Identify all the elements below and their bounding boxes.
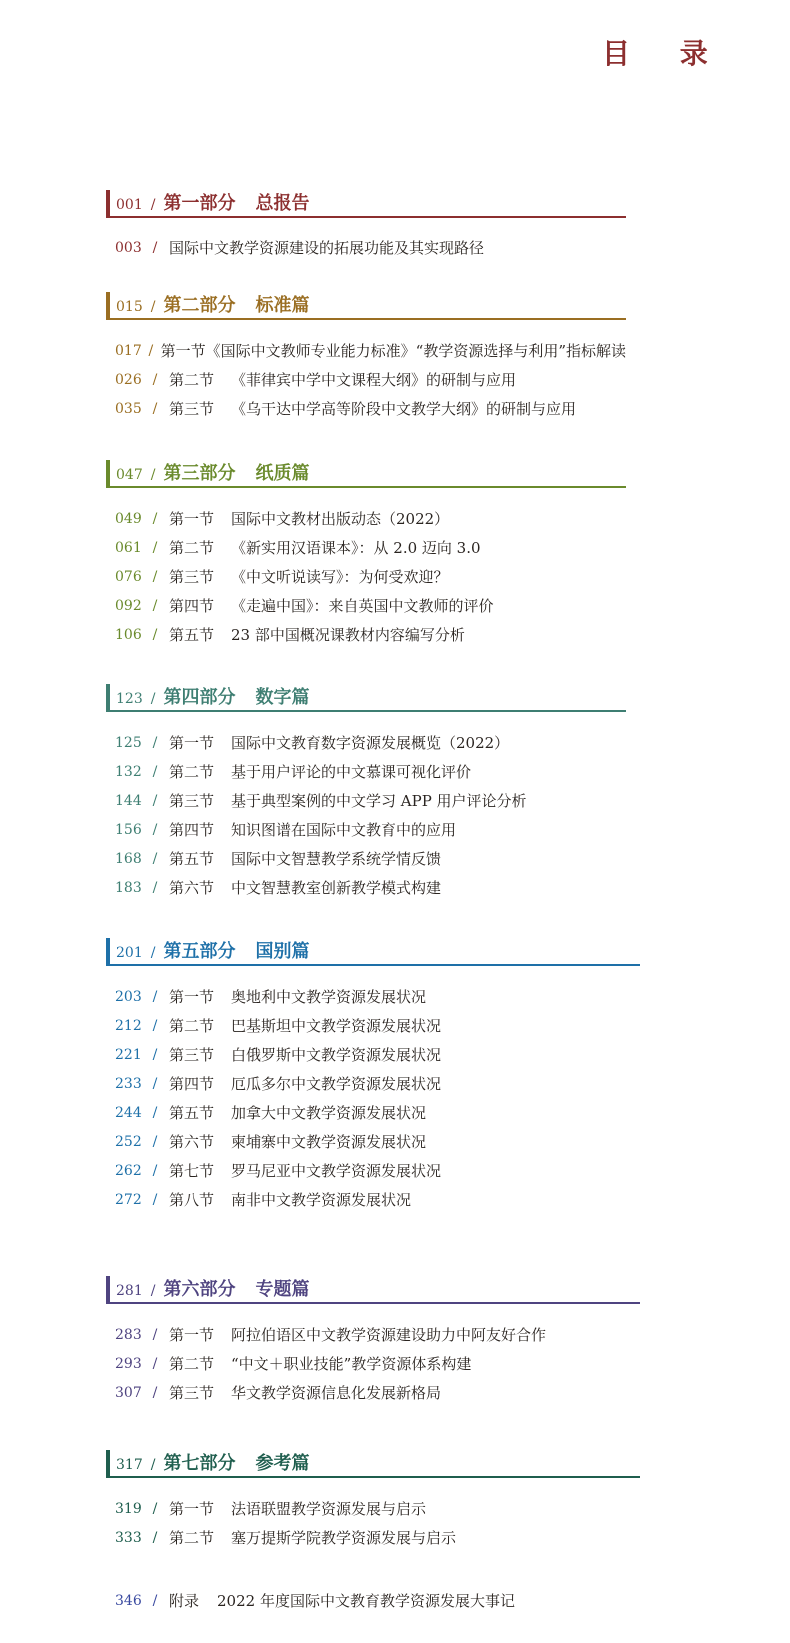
entry-page-number: 244 — [115, 1104, 142, 1121]
entry-title: 《中文听说读写》：为何受欢迎？ — [231, 568, 449, 586]
entry-title: 厄瓜多尔中文教学资源发展状况 — [231, 1075, 442, 1093]
entry-page-number: 283 — [115, 1326, 142, 1343]
entry-page-number: 076 — [115, 568, 142, 585]
entry-title: 基于典型案例的中文学习 APP 用户评论分析 — [231, 792, 527, 810]
part-page-number: 047 — [116, 467, 143, 483]
slash-separator: / — [148, 342, 154, 359]
entry-section: 第三节 — [169, 1046, 215, 1064]
part-header[interactable] — [106, 684, 626, 712]
part-header[interactable] — [106, 292, 626, 320]
slash-separator: / — [152, 597, 158, 614]
entry-page-number: 035 — [115, 400, 142, 417]
entry-section: 第一节 — [169, 734, 215, 752]
slash-separator: / — [152, 763, 158, 780]
toc-entry[interactable] — [106, 591, 626, 620]
slash-separator: / — [152, 400, 158, 417]
slash-separator: / — [152, 1104, 158, 1121]
slash-separator: / — [150, 467, 156, 483]
entry-list — [106, 982, 640, 1214]
slash-separator: / — [152, 1355, 158, 1372]
entry-page-number: 262 — [115, 1162, 142, 1179]
entry-section: 第二节 — [169, 1355, 215, 1373]
entry-page-number: 333 — [115, 1529, 142, 1546]
toc-part — [106, 292, 626, 423]
entry-page-number: 144 — [115, 792, 142, 809]
toc-entry[interactable] — [106, 336, 626, 365]
toc-entry[interactable] — [106, 982, 640, 1011]
entry-section: 第三节 — [169, 1384, 215, 1402]
slash-separator: / — [152, 1384, 158, 1401]
entry-title: 2022 年度国际中文教育教学资源发展大事记 — [217, 1592, 515, 1610]
toc-entry[interactable] — [106, 233, 626, 262]
entry-title: 《乌干达中学高等阶段中文教学大纲》的研制与应用 — [231, 400, 577, 418]
entry-title: 国际中文教材出版动态（2022） — [231, 510, 450, 528]
entry-section: 第四节 — [169, 821, 215, 839]
entry-title: 巴基斯坦中文教学资源发展状况 — [231, 1017, 442, 1035]
entry-section: 第五节 — [169, 850, 215, 868]
slash-separator: / — [152, 1500, 158, 1517]
toc-entry[interactable] — [106, 844, 626, 873]
part-subtitle: 专题篇 — [255, 1279, 310, 1300]
part-header[interactable] — [106, 1450, 640, 1478]
toc-part — [106, 1276, 640, 1407]
entry-page-number: 203 — [115, 988, 142, 1005]
slash-separator: / — [152, 850, 158, 867]
part-subtitle: 纸质篇 — [255, 463, 310, 484]
entry-page-number: 183 — [115, 879, 142, 896]
entry-section: 第五节 — [169, 626, 215, 644]
toc-entry[interactable] — [106, 1098, 640, 1127]
entry-title: 白俄罗斯中文教学资源发展状况 — [231, 1046, 442, 1064]
slash-separator: / — [152, 1191, 158, 1208]
slash-separator: / — [152, 734, 158, 751]
slash-separator: / — [152, 1133, 158, 1150]
entry-section: 第三节 — [169, 400, 215, 418]
part-subtitle: 国别篇 — [255, 941, 310, 962]
slash-separator: / — [152, 821, 158, 838]
part-title: 第二部分 — [163, 295, 236, 316]
slash-separator: / — [152, 371, 158, 388]
entry-title: 基于用户评论的中文慕课可视化评价 — [231, 763, 472, 781]
entry-section: 第一节 — [169, 510, 215, 528]
entry-page-number: 272 — [115, 1191, 142, 1208]
toc-entry[interactable] — [106, 757, 626, 786]
toc-entry[interactable] — [106, 786, 626, 815]
toc-entry[interactable] — [106, 1011, 640, 1040]
entry-title: 阿拉伯语区中文教学资源建设助力中阿友好合作 — [231, 1326, 547, 1344]
part-header[interactable] — [106, 460, 626, 488]
slash-separator: / — [152, 792, 158, 809]
entry-section: 第二节 — [169, 1017, 215, 1035]
entry-page-number: 293 — [115, 1355, 142, 1372]
toc-entry[interactable] — [106, 1185, 640, 1214]
entry-title: 罗马尼亚中文教学资源发展状况 — [231, 1162, 442, 1180]
toc-entry[interactable] — [106, 1040, 640, 1069]
entry-page-number: 049 — [115, 510, 142, 527]
entry-section: 第八节 — [169, 1191, 215, 1209]
part-title: 第五部分 — [163, 941, 236, 962]
toc-part — [106, 938, 640, 1214]
entry-page-number: 092 — [115, 597, 142, 614]
page-title: 目 录 — [602, 37, 728, 70]
toc-entry[interactable] — [106, 504, 626, 533]
slash-separator: / — [150, 1457, 156, 1473]
slash-separator: / — [152, 1592, 158, 1609]
part-header[interactable] — [106, 1276, 640, 1304]
slash-separator: / — [150, 299, 156, 315]
entry-list — [106, 728, 626, 902]
toc-entry[interactable] — [106, 1523, 640, 1552]
part-subtitle: 总报告 — [255, 193, 310, 214]
entry-title: 国际中文智慧教学系统学情反馈 — [231, 850, 442, 868]
entry-page-number: 003 — [115, 239, 142, 256]
slash-separator: / — [152, 539, 158, 556]
entry-page-number: 106 — [115, 626, 142, 643]
slash-separator: / — [152, 1326, 158, 1343]
entry-section: 第二节 — [169, 763, 215, 781]
entry-title: 法语联盟教学资源发展与启示 — [231, 1500, 427, 1518]
entry-page-number: 233 — [115, 1075, 142, 1092]
slash-separator: / — [152, 1529, 158, 1546]
toc-entry[interactable] — [106, 1378, 640, 1407]
entry-title: 国际中文教学资源建设的拓展功能及其实现路径 — [169, 239, 485, 257]
part-page-number: 201 — [116, 945, 143, 961]
entry-section: 第一节 — [169, 1326, 215, 1344]
toc-entry[interactable] — [106, 1156, 640, 1185]
slash-separator: / — [152, 510, 158, 527]
entry-list — [106, 504, 626, 649]
part-title: 第七部分 — [163, 1453, 236, 1474]
entry-section: 第二节 — [169, 1529, 215, 1547]
entry-title: 柬埔寨中文教学资源发展状况 — [231, 1133, 427, 1151]
toc-entry[interactable] — [106, 873, 626, 902]
slash-separator: / — [152, 626, 158, 643]
slash-separator: / — [152, 1017, 158, 1034]
toc-entry[interactable] — [106, 1069, 640, 1098]
part-page-number: 001 — [116, 197, 143, 213]
toc-part — [106, 684, 626, 902]
slash-separator: / — [152, 879, 158, 896]
toc-part — [106, 460, 626, 649]
toc-part — [106, 190, 626, 262]
entry-title: 《国际中文教师专业能力标准》“教学资源选择与利用”指标解读 — [205, 342, 626, 360]
entry-section: 第三节 — [169, 568, 215, 586]
entry-section: 第二节 — [169, 539, 215, 557]
toc-entry[interactable] — [106, 620, 626, 649]
part-subtitle: 参考篇 — [255, 1453, 310, 1474]
entry-page-number: 026 — [115, 371, 142, 388]
slash-separator: / — [152, 1162, 158, 1179]
part-title: 第一部分 — [163, 193, 236, 214]
toc-appendix-entry[interactable] — [115, 1590, 515, 1611]
entry-page-number: 346 — [115, 1592, 142, 1609]
entry-title: 国际中文教育数字资源发展概览（2022） — [231, 734, 510, 752]
entry-section: 第七节 — [169, 1162, 215, 1180]
slash-separator: / — [150, 1283, 156, 1299]
entry-list — [106, 336, 626, 423]
toc-part — [106, 1450, 640, 1552]
part-header[interactable] — [106, 938, 640, 966]
slash-separator: / — [152, 568, 158, 585]
slash-separator: / — [150, 945, 156, 961]
part-page-number: 123 — [116, 691, 143, 707]
entry-page-number: 319 — [115, 1500, 142, 1517]
entry-page-number: 252 — [115, 1133, 142, 1150]
entry-list — [106, 1494, 640, 1552]
entry-section: 第二节 — [169, 371, 215, 389]
toc-entry[interactable] — [106, 1494, 640, 1523]
entry-page-number: 307 — [115, 1384, 142, 1401]
part-title: 第三部分 — [163, 463, 236, 484]
slash-separator: / — [152, 239, 158, 256]
part-title: 第六部分 — [163, 1279, 236, 1300]
entry-section: 第五节 — [169, 1104, 215, 1122]
part-header[interactable] — [106, 190, 626, 218]
toc-entry[interactable] — [106, 815, 626, 844]
entry-title: 南非中文教学资源发展状况 — [231, 1191, 412, 1209]
slash-separator: / — [150, 691, 156, 707]
entry-title: 《菲律宾中学中文课程大纲》的研制与应用 — [231, 371, 517, 389]
entry-section: 第六节 — [169, 1133, 215, 1151]
toc-entry[interactable] — [106, 394, 626, 423]
entry-page-number: 212 — [115, 1017, 142, 1034]
toc-entry[interactable] — [106, 1320, 640, 1349]
entry-section: 第一节 — [169, 988, 215, 1006]
entry-section: 第四节 — [169, 597, 215, 615]
entry-section: 第一节 — [169, 1500, 215, 1518]
entry-title: 《新实用汉语课本》：从 2.0 迈向 3.0 — [231, 539, 481, 557]
entry-section: 第一节 — [160, 342, 206, 360]
entry-title: “中文＋职业技能”教学资源体系构建 — [231, 1355, 472, 1373]
part-page-number: 015 — [116, 299, 143, 315]
slash-separator: / — [152, 1046, 158, 1063]
entry-page-number: 061 — [115, 539, 142, 556]
entry-title: 中文智慧教室创新教学模式构建 — [231, 879, 442, 897]
entry-list — [106, 233, 626, 262]
entry-page-number: 125 — [115, 734, 142, 751]
toc-entry[interactable] — [106, 533, 626, 562]
part-page-number: 317 — [116, 1457, 143, 1473]
entry-section: 第三节 — [169, 792, 215, 810]
entry-title: 23 部中国概况课教材内容编写分析 — [231, 626, 465, 644]
slash-separator: / — [152, 988, 158, 1005]
part-subtitle: 标准篇 — [255, 295, 310, 316]
entry-title: 加拿大中文教学资源发展状况 — [231, 1104, 427, 1122]
entry-page-number: 156 — [115, 821, 142, 838]
part-subtitle: 数字篇 — [255, 687, 310, 708]
toc-entry[interactable] — [106, 1127, 640, 1156]
toc-entry[interactable] — [106, 365, 626, 394]
part-title: 第四部分 — [163, 687, 236, 708]
entry-title: 奥地利中文教学资源发展状况 — [231, 988, 427, 1006]
entry-section: 第六节 — [169, 879, 215, 897]
entry-page-number: 221 — [115, 1046, 142, 1063]
slash-separator: / — [152, 1075, 158, 1092]
entry-title: 塞万提斯学院教学资源发展与启示 — [231, 1529, 457, 1547]
toc-entry[interactable] — [106, 562, 626, 591]
appendix-label: 附录 — [169, 1592, 200, 1610]
entry-list — [106, 1320, 640, 1407]
entry-title: 《走遍中国》：来自英国中文教师的评价 — [231, 597, 494, 615]
entry-section: 第四节 — [169, 1075, 215, 1093]
toc-entry[interactable] — [106, 728, 626, 757]
entry-page-number: 017 — [115, 342, 142, 359]
entry-title: 华文教学资源信息化发展新格局 — [231, 1384, 442, 1402]
entry-title: 知识图谱在国际中文教育中的应用 — [231, 821, 457, 839]
entry-page-number: 132 — [115, 763, 142, 780]
entry-page-number: 168 — [115, 850, 142, 867]
slash-separator: / — [150, 197, 156, 213]
toc-entry[interactable] — [106, 1349, 640, 1378]
part-page-number: 281 — [116, 1283, 143, 1299]
